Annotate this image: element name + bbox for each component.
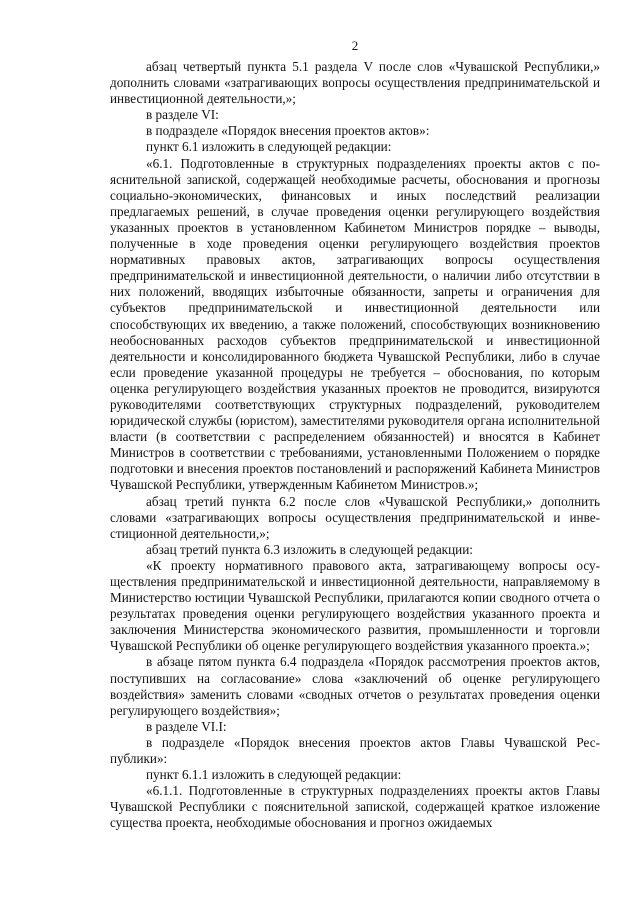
page-number: 2 — [351, 38, 359, 53]
paragraph-7: абзац третий пункта 6.3 изложить в следующей редакции: — [146, 541, 473, 557]
paragraph-1: абзац четвертый пункта 5.1 раздела V после слов «Чувашской Республики,» дополнить словами «затрагивающих вопросы осуществления предпринимательской и инвестиционной деятельности,»; — [110, 59, 600, 107]
paragraph-9: в абзаце пятом пункта 6.4 подраздела «Порядок рассмотрения проектов актов, поступивших на согласование» слова «заключений об оценке регулирующего воздействия» заменить словами «сводных отчетов о результатах проведения оценки регулирующего воздействия»; — [110, 654, 600, 718]
paragraph-10: в разделе VI.I: — [146, 718, 227, 734]
paragraph-3: в подразделе «Порядок внесения проектов актов»: — [146, 123, 430, 139]
paragraph-6: абзац третий пункта 6.2 после слов «Чувашской Республики,» дополнить словами «затрагивающих вопросы осуществления предпринимательской и инвестиционной деятельности,»; — [110, 493, 600, 541]
paragraph-13: «6.1.1. Подготовленные в структурных подразделениях проекты актов Главы Чувашской Республики с пояснительной запиской, содержащей краткое изложение существа проекта, необходимые обоснования и прогноз ожидаемых — [110, 783, 600, 831]
paragraph-12: пункт 6.1.1 изложить в следующей редакции: — [146, 767, 402, 783]
paragraph-8: «К проекту нормативного правового акта, затрагивающему вопросы осуществления предпринимательской и инвестиционной деятельности, направляемому в Министерство юстиции Чувашской Республики, прилагаются копии сводного отчета о результатах проведения оценки регулирующего воздействия указанного проекта и заключения Министерства экономического развития, промышленности и торговли Чувашской Республики об оценке регулирующего воздействия указанного проекта.»; — [110, 557, 600, 654]
paragraph-11: в подразделе «Порядок внесения проектов актов Главы Чувашской Республики»: — [110, 734, 600, 767]
paragraph-2: в разделе VI: — [146, 107, 219, 123]
document-body — [110, 59, 600, 832]
paragraph-5: «6.1. Подготовленные в структурных подразделениях проекты актов с пояснительной запиской, содержащей необходимые расчеты, обоснования и прогнозы социально-экономических, финансовых и иных последствий реализации предлагаемых решений, в случае проведения оценки регулирующего воздействия указанных проектов в установленном Кабинетом Министров порядке – выводы, полученные в ходе проведения оценки регулирующего воздействия проектов нормативных правовых актов, затрагивающих вопросы осуществления предпринимательской и инвестиционной деятельности, о наличии либо отсутствии в них положений, вводящих избыточные обязанности, запреты и ограничения для субъектов предпринимательской и инвестиционной деятельности или способствующих их введению, а также положений, способствующих возникновению необоснованных расходов субъектов предпринимательской и инвестиционной деятельности и консолидированного бюджета Чувашской Республики, либо в случае если проведение указанной процедуры не требуется – обоснования, по которым оценка регулирующего воздействия указанных проектов не проводится, визируются руководителями соответствующих структурных подразделений, руководителем юридической службы (юристом), заместителями руководителя органа исполнительной власти (в соответствии с распределением обязанностей) и вносятся в Кабинет Министров в соответствии с требованиями, установленными Положением о порядке подготовки и внесения проектов постановлений и распоряжений Кабинета Министров Чувашской Республики, утвержденным Кабинетом Министров.»; — [110, 155, 600, 493]
paragraph-4: пункт 6.1 изложить в следующей редакции: — [146, 139, 392, 155]
